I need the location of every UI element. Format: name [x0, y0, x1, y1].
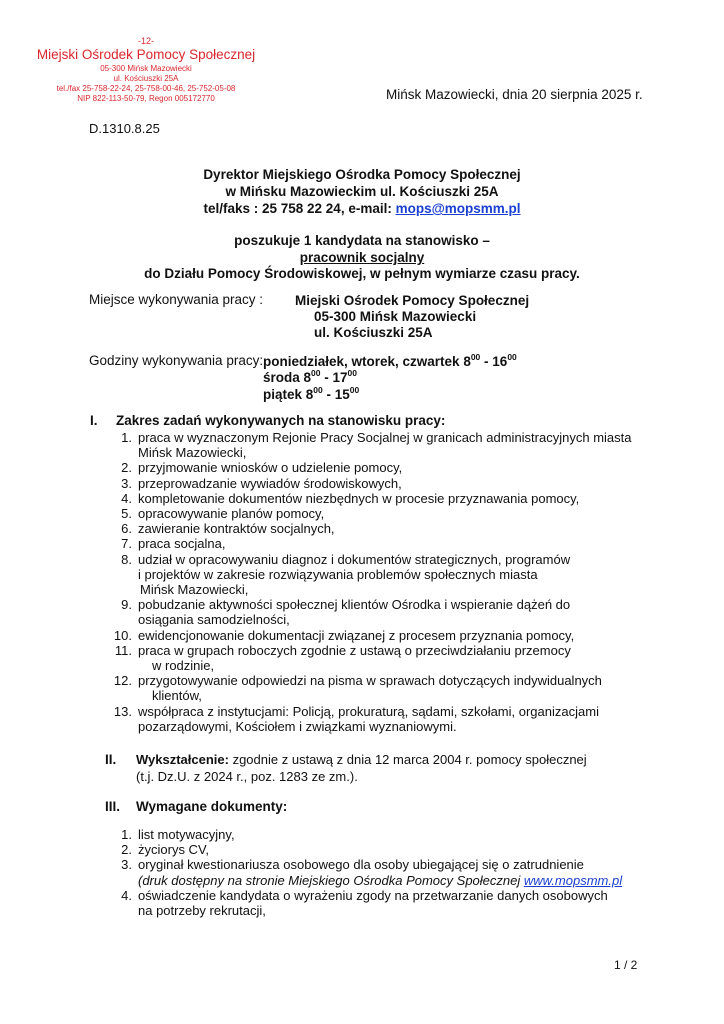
list-item	[110, 842, 670, 857]
item-number: 9.	[121, 597, 132, 613]
hours-row-3-end: - 15	[322, 387, 350, 402]
item-number: 4.	[121, 490, 132, 506]
hours-row-2-days: środa 8	[263, 370, 312, 385]
stamp-phones: tel./fax 25-758-22-24, 25-758-00-46, 25-752-05-08	[56, 84, 236, 94]
workplace-line2: 05-300 Mińsk Mazowiecki	[314, 309, 477, 324]
item-text-cont: pozarządowymi, Kościołem i związkami wyznaniowymi.	[138, 718, 457, 734]
item-text: praca w grupach roboczych zgodnie z ustawą o przeciwdziałaniu przemocy	[138, 642, 571, 658]
section-1-title: Zakres zadań wykonywanych na stanowisku pracy:	[116, 413, 446, 428]
website-link[interactable]: www.mopsmm.pl	[523, 872, 623, 888]
list-item	[110, 628, 670, 643]
hours-row-3-start-sup: 00	[313, 384, 323, 395]
item-number: 12.	[113, 673, 132, 689]
institution-stamp	[26, 36, 266, 104]
section-3-numeral: III.	[105, 799, 121, 814]
item-text-cont: klientów,	[152, 688, 202, 704]
hours-row-3-end-sup: 00	[349, 384, 360, 395]
tasks-list	[110, 430, 670, 734]
hours-row-1-end: - 16	[480, 354, 508, 369]
item-text: przeprowadzanie wywiadów środowiskowych,	[138, 475, 402, 491]
hours-row-1-start-sup: 00	[470, 351, 481, 362]
hours-row-2-end-sup: 00	[347, 367, 357, 378]
list-item	[110, 430, 670, 460]
item-text-cont: w rodzinie,	[152, 658, 215, 674]
reference-number: D.1310.8.25	[89, 121, 160, 136]
workplace-line1: Miejski Ośrodek Pomocy Społecznej	[295, 293, 530, 308]
list-item	[110, 491, 670, 506]
list-item	[110, 460, 670, 475]
list-item	[110, 857, 670, 887]
stamp-number: -12-	[137, 36, 154, 46]
item-text: życiorys CV,	[138, 842, 210, 858]
item-text: list motywacyjny,	[138, 827, 235, 842]
hours-label: Godziny wykonywania pracy:	[89, 353, 264, 368]
item-text: oryginał kwestionariusza osobowego dla osoby ubiegającej się o zatrudnienie	[138, 857, 584, 873]
item-number: 10.	[113, 627, 132, 643]
list-item	[110, 704, 670, 734]
list-item	[110, 536, 670, 551]
item-text: zawieranie kontraktów socjalnych,	[138, 521, 335, 537]
page-number: 1 / 2	[614, 958, 638, 972]
stamp-postal: 05-300 Mińsk Mazowiecki	[100, 64, 192, 74]
item-text-cont: Mińsk Mazowiecki,	[138, 445, 247, 461]
item-text: udział w opracowywaniu diagnoz i dokumentów strategicznych, programów	[138, 551, 571, 567]
item-number: 3.	[121, 475, 132, 491]
item-number: 7.	[121, 536, 132, 552]
item-text-cont: i projektów w zakresie rozwiązywania problemów społecznych miasta	[138, 566, 538, 582]
stamp-street: ul. Kościuszki 25A	[113, 74, 179, 84]
item-text: przygotowywanie odpowiedzi na pisma w sprawach dotyczących indywidualnych	[138, 673, 602, 689]
section-2-text-cont: (t.j. Dz.U. z 2024 r., poz. 1283 ze zm.).	[136, 768, 358, 784]
item-text-cont: Mińsk Mazowiecki,	[140, 582, 249, 598]
item-text: opracowywanie planów pomocy,	[138, 506, 325, 522]
hours-row-2	[263, 369, 357, 386]
list-item	[110, 521, 670, 536]
hours-row-3	[263, 386, 359, 403]
section-2-body	[136, 752, 676, 785]
list-item	[110, 597, 670, 627]
position-title	[0, 249, 724, 266]
documents-list	[110, 827, 670, 918]
item-number: 2.	[121, 842, 132, 858]
item-number: 6.	[121, 521, 132, 537]
list-item	[110, 506, 670, 521]
email-link[interactable]: mops@mopsmm.pl	[395, 201, 521, 216]
item-number: 1.	[121, 827, 132, 842]
date-line: Mińsk Mazowiecki, dnia 20 sierpnia 2025 r.	[386, 87, 643, 102]
hours-row-2-end: - 17	[320, 370, 348, 385]
item-number: 2.	[121, 460, 132, 476]
item-number: 1.	[121, 430, 132, 445]
item-text: praca w wyznaczonym Rejonie Pracy Socjalnej w granicach administracyjnych miasta	[138, 430, 632, 445]
list-item	[110, 552, 670, 598]
contact-prefix: tel/faks : 25 758 22 24, e-mail:	[203, 201, 396, 216]
list-item	[110, 476, 670, 491]
item-number: 3.	[121, 857, 132, 873]
seek-line: poszukuje 1 kandydata na stanowisko –	[234, 233, 490, 248]
list-item	[110, 643, 670, 673]
item-note-text: (druk dostępny na stronie Miejskiego Ośrodka Pomocy Społecznej	[138, 872, 524, 888]
item-text: praca socjalna,	[138, 536, 226, 552]
hours-row-3-days: piątek 8	[263, 387, 314, 402]
item-text: oświadczenie kandydata o wyrażeniu zgody na przetwarzanie danych osobowych	[138, 887, 608, 903]
hours-row-1-end-sup: 00	[507, 351, 517, 362]
director-line: Dyrektor Miejskiego Ośrodka Pomocy Społecznej	[203, 167, 521, 182]
item-text: pobudzanie aktywności społecznej klientów Ośrodka i wspieranie dążeń do	[138, 597, 571, 613]
item-number: 11.	[114, 642, 132, 658]
section-2-numeral: II.	[105, 752, 117, 767]
item-text-cont: na potrzeby rekrutacji,	[138, 903, 266, 919]
department-line: do Działu Pomocy Środowiskowej, w pełnym wymiarze czasu pracy.	[144, 266, 580, 281]
section-3-title: Wymagane dokumenty:	[136, 799, 288, 814]
list-item	[110, 888, 670, 918]
list-item	[110, 827, 670, 842]
item-number: 8.	[121, 551, 132, 567]
list-item	[110, 673, 670, 703]
item-number: 4.	[121, 887, 132, 903]
item-text: przyjmowanie wniosków o udzielenie pomocy,	[138, 460, 403, 476]
stamp-name: Miejski Ośrodek Pomocy Społecznej	[36, 47, 256, 63]
item-note	[138, 873, 670, 888]
item-text: współpraca z instytucjami: Policją, prokuraturą, sądami, szkołami, organizacjami	[138, 703, 599, 719]
item-text: kompletowanie dokumentów niezbędnych w procesie przyznawania pomocy,	[138, 490, 580, 506]
position-name: pracownik socjalny	[299, 250, 425, 265]
hours-row-1-days: poniedziałek, wtorek, czwartek 8	[263, 354, 471, 369]
section-2-title: Wykształcenie:	[136, 752, 229, 767]
item-number: 5.	[121, 506, 132, 522]
item-text-cont: osiągania samodzielności,	[138, 612, 290, 628]
stamp-nip-regon: NIP 822-113-50-79, Regon 005172770	[77, 94, 215, 104]
workplace-label: Miejsce wykonywania pracy :	[89, 292, 264, 307]
contact-line	[0, 200, 724, 217]
address-line: w Mińsku Mazowieckim ul. Kościuszki 25A	[225, 184, 499, 199]
section-2-text: zgodnie z ustawą z dnia 12 marca 2004 r. pomocy społecznej	[228, 752, 587, 767]
section-1-numeral: I.	[90, 413, 98, 428]
item-number: 13.	[113, 703, 132, 719]
hours-row-1	[263, 353, 517, 370]
item-text: ewidencjonowanie dokumentacji związanej z procesem przyznania pomocy,	[138, 627, 575, 643]
workplace-line3: ul. Kościuszki 25A	[314, 325, 433, 340]
hours-row-2-start-sup: 00	[311, 367, 321, 378]
